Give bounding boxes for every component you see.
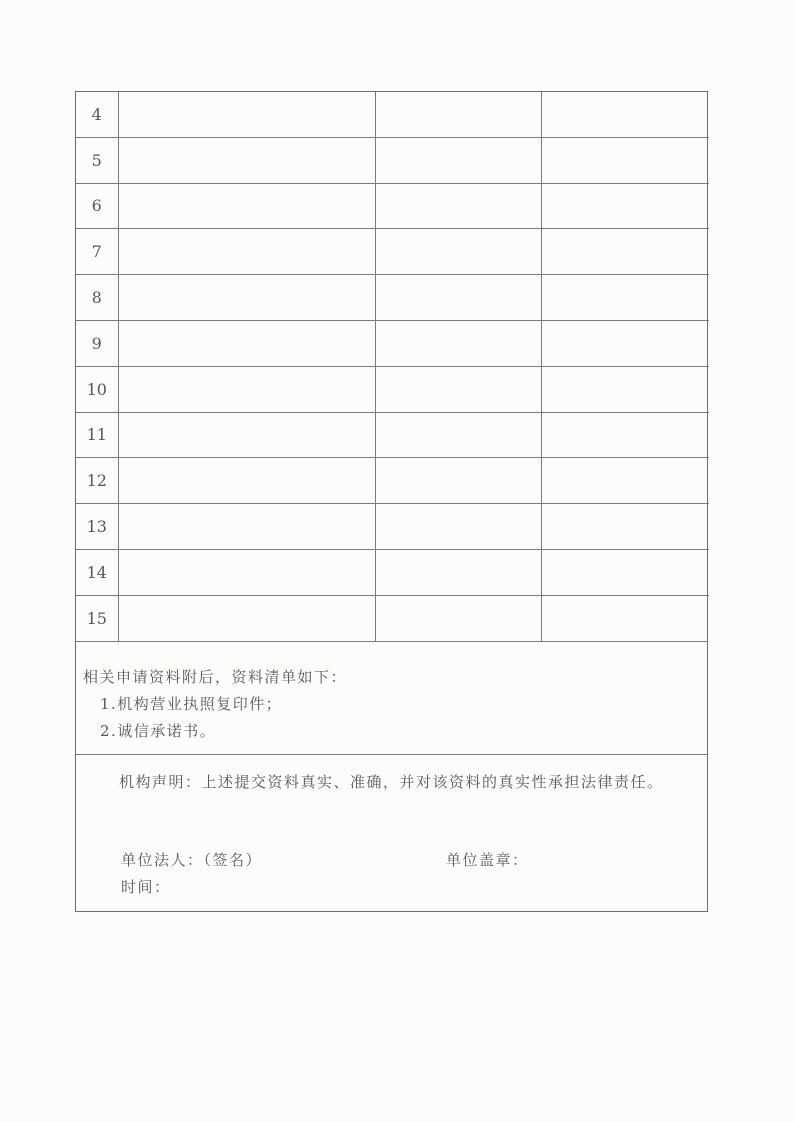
application-form [75, 91, 708, 912]
empty-cell[interactable] [541, 137, 709, 183]
table-row [76, 183, 709, 229]
table-row [76, 92, 709, 137]
empty-cell[interactable] [118, 412, 375, 458]
empty-cell[interactable] [375, 595, 541, 640]
empty-cell[interactable] [541, 92, 709, 137]
table-row [76, 275, 709, 321]
row-number: 13 [76, 504, 118, 550]
row-number: 6 [76, 183, 118, 229]
empty-cell[interactable] [375, 366, 541, 412]
row-number: 14 [76, 549, 118, 595]
row-number: 4 [76, 92, 118, 137]
row-number: 5 [76, 137, 118, 183]
row-number: 10 [76, 366, 118, 412]
empty-cell[interactable] [118, 458, 375, 504]
empty-cell[interactable] [118, 92, 375, 137]
empty-cell[interactable] [541, 183, 709, 229]
empty-cell[interactable] [375, 412, 541, 458]
row-number: 7 [76, 229, 118, 275]
empty-cell[interactable] [541, 320, 709, 366]
row-number: 15 [76, 595, 118, 640]
declaration-text: 机构声明：上述提交资料真实、准确，并对该资料的真实性承担法律责任。 [119, 772, 664, 791]
empty-cell[interactable] [375, 137, 541, 183]
empty-cell[interactable] [118, 595, 375, 640]
empty-cell[interactable] [118, 183, 375, 229]
table-row [76, 137, 709, 183]
empty-cell[interactable] [375, 275, 541, 321]
attachment-item: 1.机构营业执照复印件； [100, 694, 283, 713]
empty-cell[interactable] [118, 366, 375, 412]
legal-person-signature-label: 单位法人：（签名） [121, 850, 263, 869]
empty-cell[interactable] [541, 504, 709, 550]
materials-table [76, 92, 709, 641]
table-row [76, 595, 709, 640]
empty-cell[interactable] [541, 366, 709, 412]
empty-cell[interactable] [375, 320, 541, 366]
row-number: 8 [76, 275, 118, 321]
table-row [76, 458, 709, 504]
table-row [76, 366, 709, 412]
table-row [76, 412, 709, 458]
empty-cell[interactable] [375, 458, 541, 504]
empty-cell[interactable] [118, 504, 375, 550]
table-row [76, 229, 709, 275]
empty-cell[interactable] [118, 320, 375, 366]
empty-cell[interactable] [118, 549, 375, 595]
empty-cell[interactable] [118, 275, 375, 321]
empty-cell[interactable] [375, 229, 541, 275]
empty-cell[interactable] [375, 504, 541, 550]
empty-cell[interactable] [541, 595, 709, 640]
table-row [76, 504, 709, 550]
empty-cell[interactable] [541, 229, 709, 275]
attachment-item: 2.诚信承诺书。 [100, 721, 217, 740]
row-number: 12 [76, 458, 118, 504]
empty-cell[interactable] [375, 92, 541, 137]
empty-cell[interactable] [118, 229, 375, 275]
row-number: 11 [76, 412, 118, 458]
empty-cell[interactable] [541, 458, 709, 504]
row-number: 9 [76, 320, 118, 366]
empty-cell[interactable] [375, 183, 541, 229]
empty-cell[interactable] [541, 275, 709, 321]
empty-cell[interactable] [541, 549, 709, 595]
attachment-list-section [76, 641, 707, 754]
attachment-intro: 相关申请资料附后，资料清单如下： [83, 667, 348, 686]
declaration-section [76, 754, 707, 911]
empty-cell[interactable] [118, 137, 375, 183]
table-row [76, 320, 709, 366]
time-label: 时间： [121, 877, 171, 896]
empty-cell[interactable] [541, 412, 709, 458]
unit-seal-label: 单位盖章： [446, 850, 529, 869]
empty-cell[interactable] [375, 549, 541, 595]
table-row [76, 549, 709, 595]
